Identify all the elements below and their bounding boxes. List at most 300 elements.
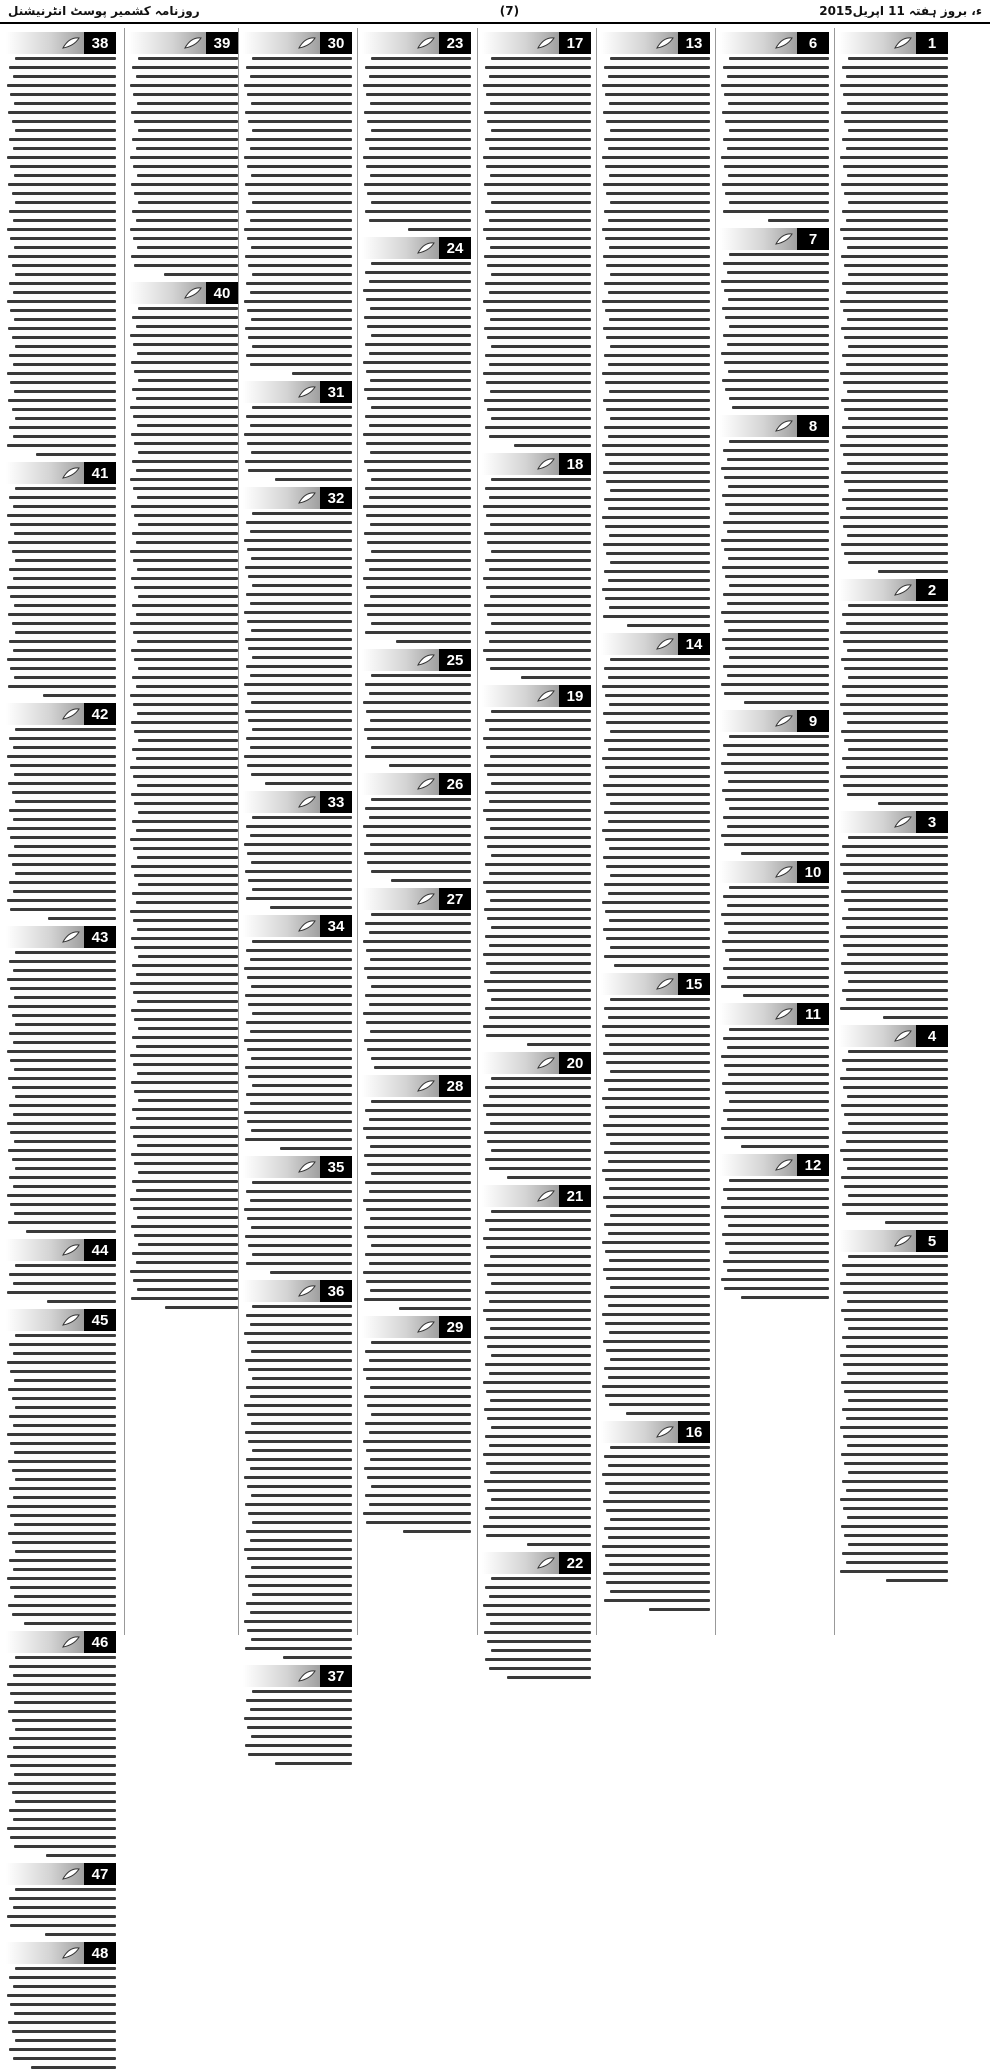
text-line: [491, 201, 591, 204]
text-line: [602, 516, 710, 519]
text-line: [244, 1404, 352, 1407]
section-heading-band: [243, 381, 352, 403]
text-line: [369, 931, 471, 934]
text-line: [727, 674, 829, 677]
text-line: [9, 1273, 116, 1276]
text-line: [136, 973, 238, 976]
text-line: [365, 138, 471, 141]
text-line: [723, 210, 829, 213]
text-line: [130, 478, 238, 481]
text-line: [252, 406, 352, 409]
leaf-ornament-icon: [537, 689, 555, 703]
text-line: [848, 273, 948, 276]
text-line: [130, 550, 238, 553]
text-line: [251, 1129, 352, 1132]
text-line: [14, 1451, 116, 1454]
text-line: [250, 424, 352, 427]
text-line: [14, 604, 116, 607]
text-line: [367, 120, 471, 123]
text-line: [727, 976, 829, 979]
text-line: [130, 156, 238, 159]
text-line: [484, 1131, 591, 1134]
text-line: [846, 766, 948, 769]
text-line: [843, 712, 948, 715]
article-text-block: [482, 1210, 591, 1546]
text-line: [371, 478, 471, 481]
text-line: [245, 1647, 352, 1650]
text-line: [724, 620, 829, 623]
text-line: [602, 1097, 710, 1100]
text-line: [366, 1208, 471, 1211]
text-line: [13, 75, 116, 78]
text-line: [133, 775, 238, 778]
text-line: [131, 865, 238, 868]
text-line: [843, 784, 948, 787]
article-text-block: [362, 798, 471, 882]
text-line: [489, 640, 591, 643]
text-line: [13, 1985, 116, 1988]
column-c8: [2, 28, 120, 1962]
text-line: [12, 1086, 117, 1089]
leaf-ornament-icon: [894, 1029, 912, 1043]
text-line: [843, 1291, 948, 1294]
text-line: [369, 1118, 471, 1121]
article-text-block: [839, 604, 948, 805]
text-line: [7, 1505, 116, 1508]
section-number: 3: [916, 811, 948, 833]
text-line: [364, 532, 471, 535]
text-line: [12, 1469, 117, 1472]
column-c7: [124, 28, 242, 1635]
text-line: [608, 820, 710, 823]
section-number: 23: [439, 32, 471, 54]
text-line: [137, 102, 238, 105]
text-line: [605, 766, 710, 769]
text-line: [137, 352, 238, 355]
text-line: [367, 469, 471, 472]
section-heading-band: [601, 1421, 710, 1443]
text-line: [722, 789, 829, 792]
text-line: [847, 462, 948, 465]
text-line: [131, 183, 238, 186]
text-line: [484, 399, 591, 402]
section-heading-band: [6, 32, 116, 54]
text-line: [486, 93, 591, 96]
text-line: [486, 1113, 591, 1116]
text-line: [363, 361, 471, 364]
text-line: [842, 1264, 948, 1267]
text-line: [7, 514, 116, 517]
text-line: [606, 408, 710, 411]
text-line: [137, 1288, 238, 1291]
text-line: [8, 1460, 116, 1463]
text-line: [7, 1433, 116, 1436]
article-text-block: [601, 1446, 710, 1611]
text-line: [365, 487, 471, 490]
column-c2: [715, 28, 833, 1635]
section-heading-band: [243, 1665, 352, 1687]
text-line: [136, 219, 238, 222]
leaf-ornament-icon: [775, 865, 793, 879]
article-section: [243, 1665, 352, 1765]
text-line: [484, 1336, 591, 1339]
text-line: [7, 300, 116, 303]
article-text-block: [482, 710, 591, 1046]
text-line: [486, 165, 591, 168]
text-line: [722, 1233, 829, 1236]
text-line: [527, 1543, 591, 1546]
issue-date: 2015ء، بروز ہفتہ 11 اپریل: [819, 4, 982, 18]
text-line: [490, 595, 591, 598]
text-line: [489, 1300, 591, 1303]
text-line: [728, 174, 829, 177]
text-line: [840, 372, 948, 375]
text-line: [604, 1295, 710, 1298]
text-line: [164, 273, 238, 276]
text-line: [727, 904, 829, 907]
text-line: [363, 825, 471, 828]
text-line: [609, 102, 710, 105]
text-line: [131, 1009, 238, 1012]
text-line: [842, 498, 948, 501]
section-number: 13: [678, 32, 710, 54]
section-heading-band: [601, 32, 710, 54]
text-line: [603, 615, 710, 618]
text-line: [369, 816, 471, 819]
text-line: [840, 1077, 948, 1080]
text-line: [844, 1318, 948, 1321]
text-line: [246, 1602, 352, 1605]
text-line: [9, 138, 116, 141]
text-line: [9, 1343, 116, 1346]
text-line: [14, 773, 116, 776]
text-line: [489, 1667, 591, 1670]
text-line: [133, 1207, 238, 1210]
text-line: [604, 811, 710, 814]
text-line: [848, 980, 948, 983]
text-line: [245, 710, 352, 713]
text-line: [15, 1478, 116, 1481]
text-line: [485, 66, 591, 69]
article-text-block: [362, 1100, 471, 1310]
text-line: [490, 390, 591, 393]
text-line: [12, 1397, 117, 1400]
text-line: [721, 539, 829, 542]
text-line: [134, 264, 238, 267]
text-line: [843, 453, 948, 456]
text-line: [603, 928, 710, 931]
text-line: [9, 1809, 116, 1812]
text-line: [371, 622, 471, 625]
section-number: 28: [439, 1075, 471, 1097]
text-line: [490, 1122, 591, 1125]
text-line: [486, 962, 591, 965]
text-line: [490, 102, 591, 105]
text-line: [130, 1198, 238, 1201]
article-text-block: [362, 262, 471, 643]
text-line: [10, 165, 116, 168]
text-line: [367, 1235, 471, 1238]
text-line: [14, 1845, 116, 1848]
section-heading-band: [6, 926, 116, 948]
article-section: [6, 1863, 116, 1936]
text-line: [728, 557, 829, 560]
text-line: [15, 872, 116, 875]
section-heading-band: [720, 228, 829, 250]
text-line: [403, 1530, 471, 1533]
article-section: [720, 415, 829, 704]
text-line: [270, 1271, 352, 1274]
article-section: [6, 703, 116, 920]
text-line: [8, 1782, 116, 1785]
text-line: [246, 1262, 352, 1265]
text-line: [10, 237, 116, 240]
text-line: [605, 1482, 710, 1485]
text-line: [133, 343, 238, 346]
text-line: [606, 937, 710, 940]
text-line: [721, 280, 829, 283]
text-line: [604, 883, 710, 886]
text-line: [251, 1350, 352, 1353]
article-section: [6, 462, 116, 697]
text-line: [363, 1199, 471, 1202]
text-line: [370, 1289, 471, 1292]
text-line: [15, 631, 116, 634]
text-line: [14, 1773, 116, 1776]
text-line: [840, 156, 948, 159]
section-heading-band: [6, 1942, 116, 1964]
section-number: 30: [320, 32, 352, 54]
article-section: [839, 1230, 948, 1582]
text-line: [846, 1345, 948, 1348]
text-line: [886, 1579, 948, 1582]
text-line: [604, 354, 710, 357]
text-line: [10, 1924, 116, 1927]
text-line: [246, 1699, 352, 1702]
text-line: [844, 1462, 948, 1465]
text-line: [724, 692, 829, 695]
text-line: [15, 1167, 116, 1170]
text-line: [366, 1377, 471, 1380]
section-number: 42: [84, 703, 116, 725]
text-line: [7, 755, 116, 758]
text-line: [9, 496, 116, 499]
text-line: [725, 192, 829, 195]
text-line: [10, 1764, 116, 1767]
text-line: [370, 1145, 471, 1148]
text-line: [13, 1568, 116, 1571]
text-line: [843, 1435, 948, 1438]
text-line: [9, 737, 116, 740]
text-line: [848, 417, 948, 420]
text-line: [364, 1039, 471, 1042]
text-line: [846, 363, 948, 366]
text-line: [489, 219, 591, 222]
article-section: [129, 32, 238, 276]
text-line: [250, 1539, 352, 1542]
text-line: [840, 1570, 948, 1573]
section-heading-band: [6, 1631, 116, 1653]
text-line: [248, 1753, 352, 1756]
text-line: [247, 1413, 352, 1416]
text-line: [389, 764, 471, 767]
article-text-block: [362, 57, 471, 231]
text-line: [606, 793, 710, 796]
text-line: [137, 1000, 238, 1003]
text-line: [484, 111, 591, 114]
article-section: [243, 381, 352, 481]
text-line: [138, 129, 238, 132]
text-line: [486, 309, 591, 312]
article-section: [482, 1185, 591, 1546]
text-line: [603, 255, 710, 258]
text-line: [370, 1030, 471, 1033]
text-line: [15, 800, 116, 803]
text-line: [602, 757, 710, 760]
text-line: [610, 561, 710, 564]
text-line: [604, 1599, 710, 1602]
text-line: [15, 1334, 116, 1337]
text-line: [13, 435, 116, 438]
text-line: [487, 1640, 591, 1643]
text-line: [250, 219, 352, 222]
text-line: [723, 895, 829, 898]
text-line: [614, 964, 710, 967]
text-line: [131, 1225, 238, 1228]
text-line: [608, 363, 710, 366]
text-line: [728, 298, 829, 301]
text-line: [484, 1631, 591, 1634]
text-line: [130, 228, 238, 231]
text-line: [483, 505, 591, 508]
text-line: [371, 798, 471, 801]
text-line: [486, 1246, 591, 1249]
text-line: [848, 748, 948, 751]
text-line: [840, 516, 948, 519]
text-line: [848, 1399, 948, 1402]
text-line: [729, 1251, 829, 1254]
text-line: [610, 1286, 710, 1289]
text-line: [487, 1489, 591, 1492]
article-section: [129, 282, 238, 1309]
text-line: [245, 1575, 352, 1578]
section-heading-band: [839, 1230, 948, 1252]
text-line: [134, 730, 238, 733]
text-line: [606, 1581, 710, 1584]
text-line: [12, 1613, 117, 1616]
text-line: [131, 505, 238, 508]
article-section: [243, 1280, 352, 1659]
article-text-block: [482, 1577, 591, 1679]
article-section: [243, 32, 352, 375]
text-line: [364, 1226, 471, 1229]
text-line: [136, 1261, 238, 1264]
text-line: [14, 1379, 116, 1382]
leaf-ornament-icon: [298, 1669, 316, 1683]
text-line: [606, 1277, 710, 1280]
text-line: [603, 1268, 710, 1271]
article-text-block: [129, 57, 238, 276]
text-line: [9, 1559, 116, 1562]
text-line: [608, 147, 710, 150]
text-line: [10, 1203, 116, 1206]
text-line: [244, 683, 352, 686]
text-line: [248, 1075, 352, 1078]
text-line: [604, 1079, 710, 1082]
text-line: [722, 940, 829, 943]
text-line: [605, 1178, 710, 1181]
section-number: 27: [439, 888, 471, 910]
text-line: [489, 1167, 591, 1170]
text-line: [133, 1135, 238, 1138]
text-line: [364, 967, 471, 970]
text-line: [275, 478, 352, 481]
text-line: [486, 1390, 591, 1393]
text-line: [363, 156, 471, 159]
text-line: [369, 219, 471, 222]
section-number: 24: [439, 237, 471, 259]
text-line: [133, 93, 238, 96]
text-line: [8, 1710, 116, 1713]
text-line: [721, 352, 829, 355]
text-line: [26, 1230, 116, 1233]
text-line: [724, 1064, 829, 1067]
text-line: [247, 548, 352, 551]
text-line: [248, 336, 352, 339]
text-line: [250, 1467, 352, 1470]
text-line: [609, 847, 710, 850]
text-line: [138, 811, 238, 814]
text-line: [247, 620, 352, 623]
article-text-block: [720, 57, 829, 222]
text-line: [248, 1368, 352, 1371]
text-line: [251, 701, 352, 704]
text-line: [36, 453, 116, 456]
text-line: [483, 228, 591, 231]
text-line: [725, 798, 829, 801]
text-line: [485, 719, 591, 722]
article-section: [362, 1075, 471, 1310]
text-line: [491, 1210, 591, 1213]
text-line: [13, 818, 116, 821]
text-line: [9, 960, 116, 963]
leaf-ornament-icon: [775, 1007, 793, 1021]
text-line: [847, 953, 948, 956]
text-line: [483, 737, 591, 740]
text-line: [244, 1208, 352, 1211]
text-line: [604, 1151, 710, 1154]
text-line: [369, 147, 471, 150]
text-line: [483, 1025, 591, 1028]
text-line: [844, 480, 948, 483]
text-line: [24, 1622, 116, 1625]
section-number: 1: [916, 32, 948, 54]
text-line: [723, 521, 829, 524]
text-line: [608, 1160, 710, 1163]
text-line: [132, 604, 238, 607]
text-line: [132, 1036, 238, 1039]
text-line: [847, 721, 948, 724]
article-text-block: [6, 487, 116, 697]
text-line: [484, 980, 591, 983]
article-text-block: [720, 253, 829, 409]
section-number: 16: [678, 1421, 710, 1443]
text-line: [605, 381, 710, 384]
text-line: [8, 1077, 116, 1080]
text-line: [248, 719, 352, 722]
text-line: [244, 539, 352, 542]
text-line: [14, 1701, 116, 1704]
